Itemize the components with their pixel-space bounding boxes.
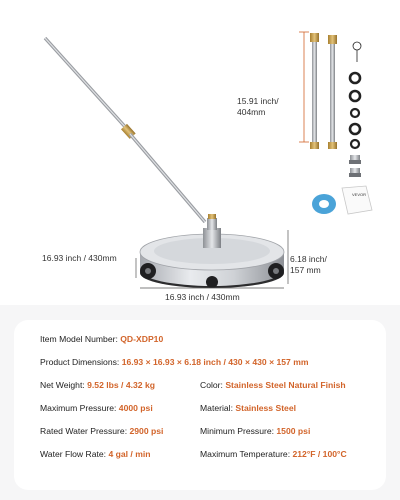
height-label: 6.18 inch/ 157 mm (290, 254, 327, 275)
spec-weight (40, 380, 155, 390)
spec-model (40, 334, 163, 344)
spec-min-pressure-label: Minimum Pressure: (200, 426, 277, 436)
spec-max-temp (200, 449, 347, 459)
cleaner-wand (45, 38, 205, 222)
spec-model-value: QD-XDP10 (120, 334, 164, 344)
thread-tape-roll (312, 194, 336, 214)
spec-color-value: Stainless Steel Natural Finish (225, 380, 346, 390)
spec-dimensions-label: Product Dimensions: (40, 357, 122, 367)
spec-color-label: Color: (200, 380, 226, 390)
spec-min-pressure-value: 1500 psi (276, 426, 311, 436)
spec-color (200, 380, 346, 390)
spec-max-pressure (40, 403, 153, 413)
spray-nozzles (349, 155, 361, 177)
spec-weight-value: 9.52 lbs / 4.32 kg (87, 380, 155, 390)
spec-material (200, 403, 296, 413)
spec-flow-rate-label: Water Flow Rate: (40, 449, 109, 459)
spec-flow-rate (40, 449, 150, 459)
spec-max-temp-label: Maximum Temperature: (200, 449, 293, 459)
extension-rods (299, 32, 337, 149)
base-diameter-side-label: 16.93 inch / 430mm (42, 253, 117, 263)
spec-max-temp-value: 212°F / 100°C (292, 449, 347, 459)
spec-flow-rate-value: 4 gal / min (108, 449, 151, 459)
accessory-box (342, 186, 372, 214)
spec-min-pressure (200, 426, 310, 436)
surface-cleaner-disc (140, 214, 284, 288)
spec-rated-pressure (40, 426, 163, 436)
o-rings (350, 42, 361, 148)
spec-weight-label: Net Weight: (40, 380, 88, 390)
base-diameter-bottom-label: 16.93 inch / 430mm (165, 292, 240, 302)
spec-max-pressure-value: 4000 psi (118, 403, 153, 413)
spec-rated-pressure-value: 2900 psi (129, 426, 164, 436)
specifications-panel (14, 320, 386, 490)
spec-dimensions-value: 16.93 × 16.93 × 6.18 inch / 430 × 430 × 157 mm (121, 357, 309, 367)
spec-max-pressure-label: Maximum Pressure: (40, 403, 119, 413)
box-brand-text: VEVOR (352, 192, 367, 197)
spec-rated-pressure-label: Rated Water Pressure: (40, 426, 130, 436)
spec-material-label: Material: (200, 403, 236, 413)
spec-material-value: Stainless Steel (235, 403, 297, 413)
wand-length-label: 15.91 inch/ 404mm (237, 96, 279, 117)
spec-dimensions (40, 357, 309, 367)
spec-model-label: Item Model Number: (40, 334, 121, 344)
